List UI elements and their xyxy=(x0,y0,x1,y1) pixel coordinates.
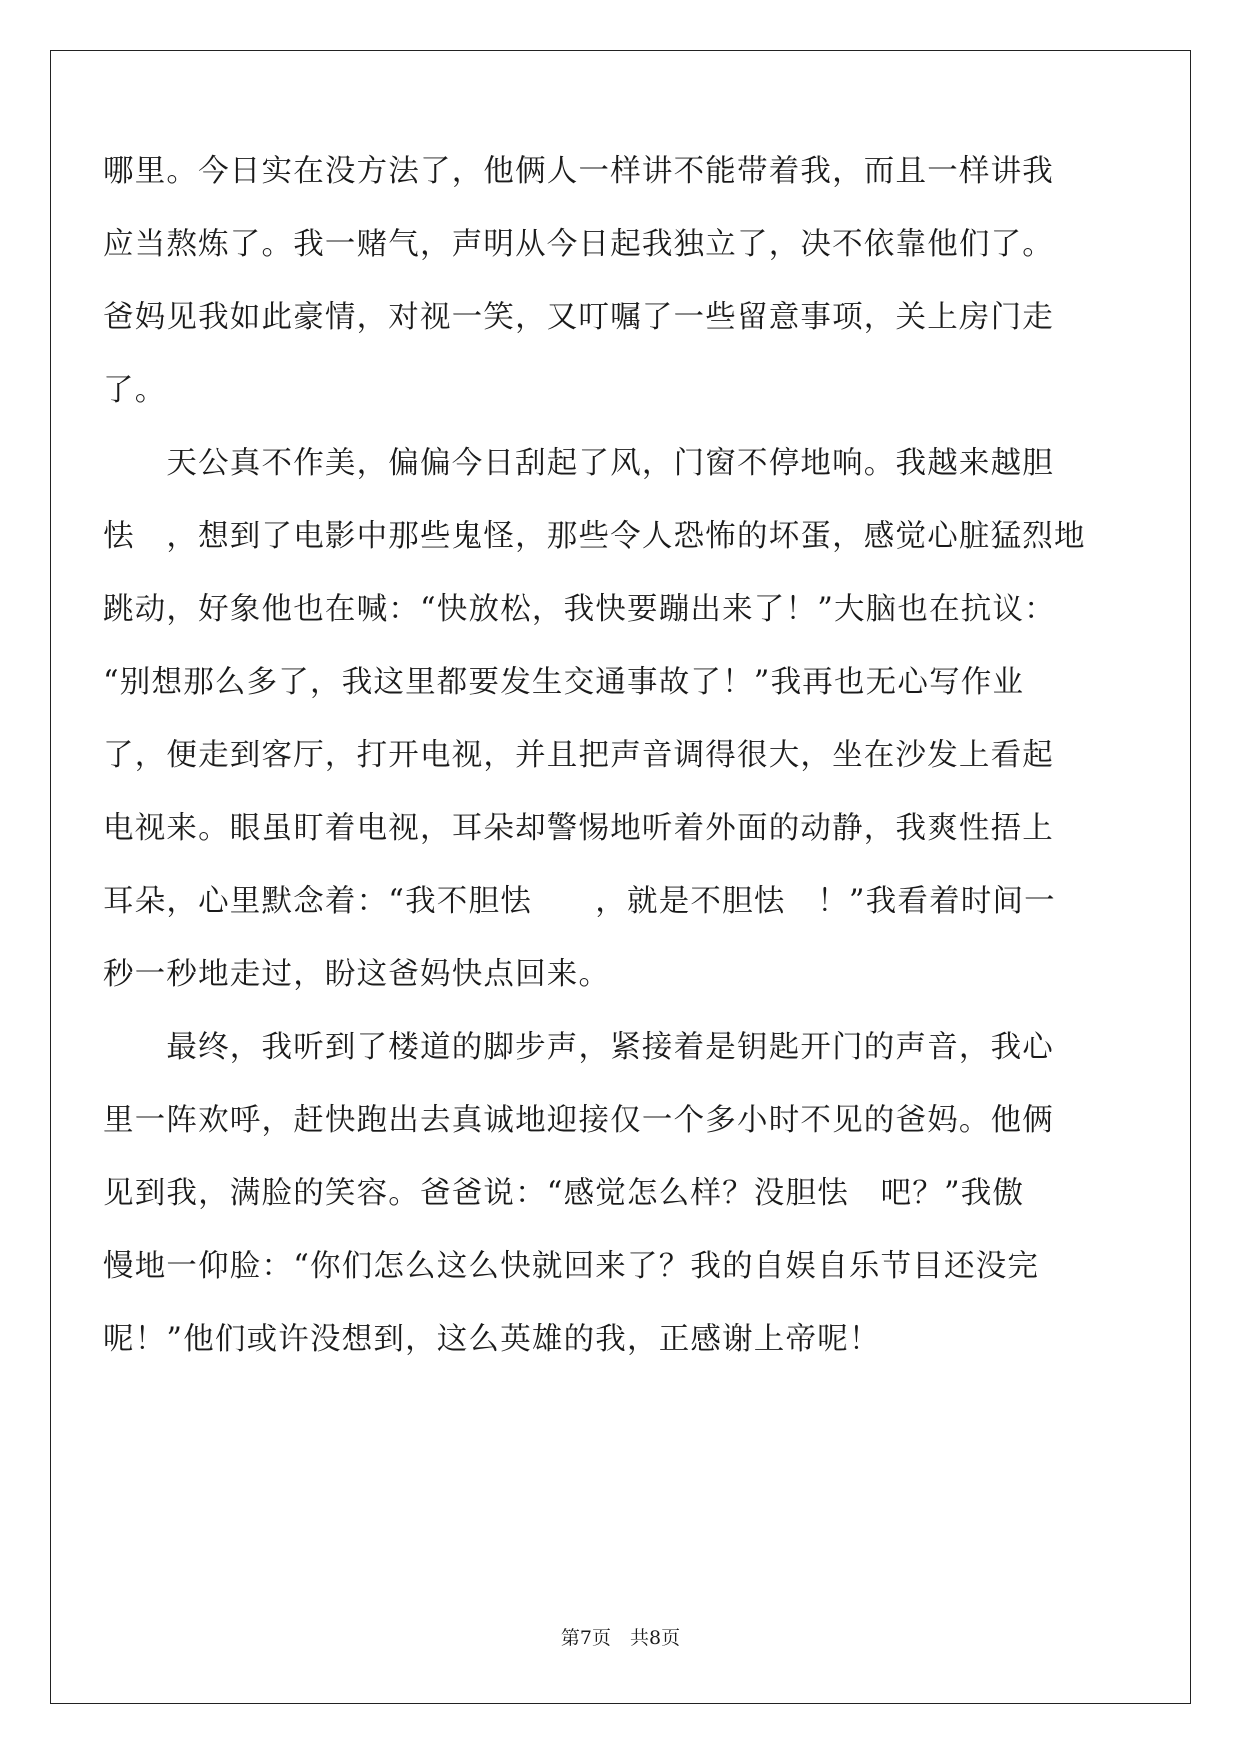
text-line: 跳动，好象他也在喊：“快放松，我快要蹦出来了！”大脑也在抗议： xyxy=(103,592,1056,627)
text-line: 怯 ，想到了电影中那些鬼怪，那些令人恐怖的坏蛋，感觉心脏猛烈地 xyxy=(103,519,1086,554)
text-line: 慢地一仰脸：“你们怎么这么快就回来了？我的自娱自乐节目还没完 xyxy=(103,1249,1040,1284)
text-line: 了。 xyxy=(103,373,167,408)
text-line: 天公真不作美，偏偏今日刮起了风，门窗不停地响。我越来越胆 xyxy=(103,446,1054,481)
text-line: 了，便走到客厅，打开电视，并且把声音调得很大，坐在沙发上看起 xyxy=(103,738,1054,773)
text-line: 应当熬炼了。我一赌气，声明从今日起我独立了，决不依靠他们了。 xyxy=(103,227,1054,262)
text-line: 秒一秒地走过，盼这爸妈快点回来。 xyxy=(103,957,611,992)
text-line: 里一阵欢呼，赶快跑出去真诚地迎接仅一个多小时不见的爸妈。他俩 xyxy=(103,1103,1054,1138)
text-line: 呢！”他们或许没想到，这么英雄的我，正感谢上帝呢！ xyxy=(103,1322,881,1357)
text-line: 电视来。眼虽盯着电视，耳朵却警惕地听着外面的动静，我爽性捂上 xyxy=(103,811,1054,846)
page-number-footer: 第7页 共8页 xyxy=(560,1627,681,1649)
text-line: 见到我，满脸的笑容。爸爸说：“感觉怎么样？没胆怯 吧？”我傲 xyxy=(103,1176,1025,1211)
text-line: 最终，我听到了楼道的脚步声，紧接着是钥匙开门的声音，我心 xyxy=(103,1030,1054,1065)
text-line: 爸妈见我如此豪情，对视一笑，又叮嘱了一些留意事项，关上房门走 xyxy=(103,300,1054,335)
text-line: 耳朵，心里默念着：“我不胆怯 ，就是不胆怯 ！”我看着时间一 xyxy=(103,884,1056,919)
text-line: 哪里。今日实在没方法了，他俩人一样讲不能带着我，而且一样讲我 xyxy=(103,154,1054,189)
text-line: “别想那么多了，我这里都要发生交通事故了！”我再也无心写作业 xyxy=(103,665,1025,700)
